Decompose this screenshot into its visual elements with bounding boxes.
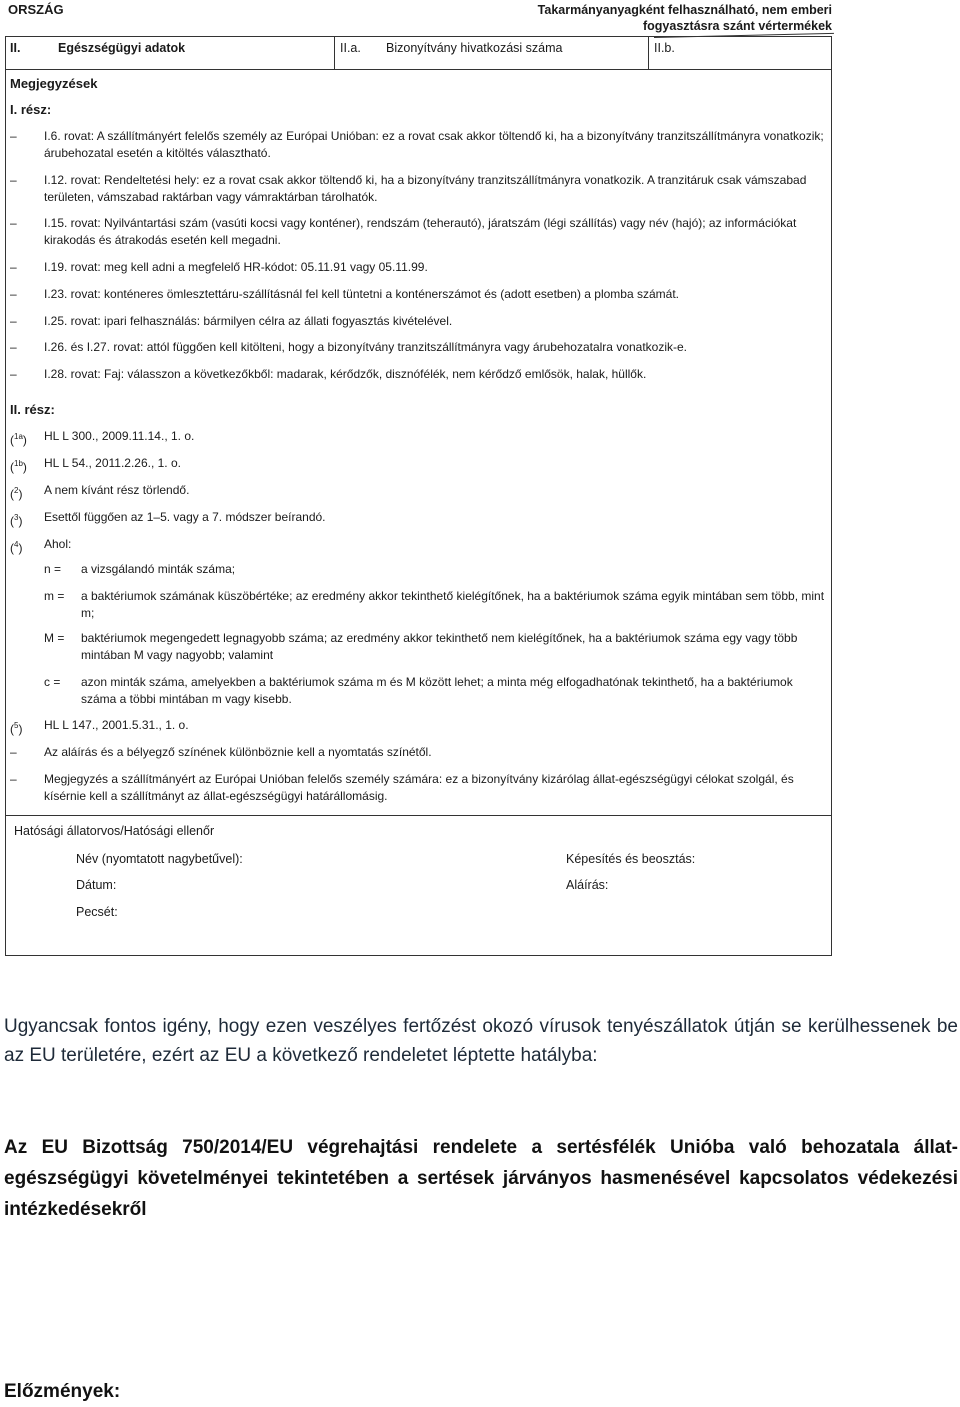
note-text: I.12. rovat: Rendeltetési hely: ez a rovat csak akkor töltendő ki, ha a bizonyítvány tranzitszállítmányra vonatkozik. A tranzitáruk csak vámszabad területen, vámszabad raktárban vagy vámraktárban tárolhatók. xyxy=(44,173,807,204)
note-marker xyxy=(10,717,40,738)
marker-close: ) xyxy=(18,487,23,501)
footnote-number: 3 xyxy=(14,513,19,522)
note-marker xyxy=(10,428,40,449)
footnote-number: 5 xyxy=(14,721,19,730)
regulation-title: Az EU Bizottság 750/2014/EU végrehajtási rendelete a sertésfélék Unióba való behozatala állat-egészségügyi követelményei tekintetében a sertések járványos hasmenésével kapcsolatos védekezési intézkedésekről xyxy=(4,1137,958,1220)
intro-paragraph: Ugyancsak fontos igény, hogy ezen veszélyes fertőzést okozó vírusok tenyészállatok útján se kerülhessenek be az EU területére, ezért az EU a következő rendeletet léptette hatályba: xyxy=(4,1016,958,1066)
header-divider xyxy=(334,37,335,69)
section-title: Egészségügyi adatok xyxy=(58,41,186,55)
note-text: Esettől függően az 1–5. vagy a 7. módszer beírandó. xyxy=(44,510,326,524)
reference-label: Bizonyítvány hivatkozási száma xyxy=(386,41,563,55)
note-marker: – xyxy=(10,367,17,381)
marker-open: ( xyxy=(10,433,14,447)
note-text: I.6. rovat: A szállítmányért felelős személy az Európai Unióban: ez a rovat csak akkor töltendő ki, ha a bizonyítvány tranzitszállítmányra vonatkozik; árubehozatal esetén a kitöltés választható. xyxy=(44,129,824,160)
marker-close: ) xyxy=(18,541,23,555)
marker-close: ) xyxy=(18,514,23,528)
notes-title: Megjegyzések xyxy=(10,76,98,91)
header-divider xyxy=(648,37,649,69)
purpose-title xyxy=(412,2,832,34)
name-label: Név (nyomtatott nagybetűvel): xyxy=(76,852,243,866)
note-text: I.15. rovat: Nyilvántartási szám (vasúti kocsi vagy konténer), rendszám (teherautó), járatszám (légi szállítás) vagy név (hajó); az információkat kirakodás és átrakodás esetén kell megadni. xyxy=(44,216,797,247)
note-text: I.26. és I.27. rovat: attól függően kell kitölteni, hogy a bizonyítvány tranzitszállítmányra vagy árubehozatalra vonatkozik-e. xyxy=(44,340,688,354)
qualification-label: Képesítés és beosztás: xyxy=(566,852,696,866)
note-text: I.28. rovat: Faj: válasszon a következőkből: madarak, kérődzők, disznófélék, nem kérődző emlősök, halak, hüllők. xyxy=(44,367,647,381)
signature-label: Aláírás: xyxy=(566,878,609,892)
part1-title: I. rész: xyxy=(10,102,52,117)
footnote-number: 1a xyxy=(14,432,23,441)
definition-text: a vizsgálandó minták száma; xyxy=(81,562,236,576)
definition-symbol: n = xyxy=(44,562,62,576)
note-text: HL L 147., 2001.5.31., 1. o. xyxy=(44,718,189,732)
reference-b: II.b. xyxy=(654,41,675,55)
purpose-line-1: Takarmányanyagként felhasználható, nem emberi xyxy=(537,3,832,17)
note-marker xyxy=(10,455,40,476)
marker-open: ( xyxy=(10,541,14,555)
definition-text: baktériumok megengedett legnagyobb száma; az eredmény akkor tekinthető nem kielégítőnek, ha a baktériumok száma egy vagy több mintában M vagy nagyobb; valamint xyxy=(81,631,798,662)
note-marker xyxy=(10,509,40,530)
definition-text: a baktériumok számának küszöbértéke; az eredmény akkor tekinthető kielégítőnek, ha a baktériumok száma egyik mintában sem több, mint m; xyxy=(81,589,825,620)
marker-open: ( xyxy=(10,460,14,474)
note-text: I.19. rovat: meg kell adni a megfelelő HR-kódot: 05.11.91 vagy 05.11.99. xyxy=(44,260,428,274)
section-heading: Előzmények: xyxy=(4,1381,121,1402)
definition-symbol: m = xyxy=(44,589,65,603)
note-marker xyxy=(10,482,40,503)
marker-close: ) xyxy=(18,722,23,736)
note-text: Az aláírás és a bélyegző színének különböznie kell a nyomtatás színétől. xyxy=(44,745,432,759)
marker-open: ( xyxy=(10,514,14,528)
reference-number: II.a. xyxy=(340,41,361,55)
definition-text: azon minták száma, amelyekben a baktériumok száma m és M között lehet; a minta még elfogadhatónak tekinthető, ha a baktériumok száma a többi mintában m vagy kisebb. xyxy=(81,675,793,706)
footnote-number: 1b xyxy=(14,459,23,468)
section-number: II. xyxy=(10,41,21,55)
part2-title: II. rész: xyxy=(10,402,55,417)
note-text: I.25. rovat: ipari felhasználás: bármilyen célra az állati fogyasztás kivételével. xyxy=(44,314,453,328)
footnote-number: 2 xyxy=(14,486,19,495)
date-label: Dátum: xyxy=(76,878,117,892)
note-marker: – xyxy=(10,772,17,786)
note-marker xyxy=(10,536,40,557)
marker-open: ( xyxy=(10,722,14,736)
note-marker: – xyxy=(10,314,17,328)
note-text: HL L 300., 2009.11.14., 1. o. xyxy=(44,429,195,443)
signature-divider xyxy=(5,815,832,816)
note-text: I.23. rovat: konténeres ömlesztettáru-szállításnál fel kell tüntetni a konténerszámot és (adott esetben) a plomba számát. xyxy=(44,287,679,301)
note-marker: – xyxy=(10,340,17,354)
note-text: Megjegyzés a szállítmányért az Európai Unióban felelős személy számára: ez a bizonyítvány kizárólag állat-egészségügyi célokat szolgál, és kísérnie kell a szállítmányt az állat-egészségügyi határállomásig. xyxy=(44,772,794,803)
note-marker: – xyxy=(10,260,17,274)
signature-title: Hatósági állatorvos/Hatósági ellenőr xyxy=(14,824,215,838)
note-marker: – xyxy=(10,745,17,759)
note-marker: – xyxy=(10,129,17,143)
note-marker: – xyxy=(10,216,17,230)
marker-close: ) xyxy=(22,460,27,474)
note-text: HL L 54., 2011.2.26., 1. o. xyxy=(44,456,181,470)
note-text: Ahol: xyxy=(44,537,72,551)
definition-symbol: M = xyxy=(44,631,65,645)
footnote-number: 4 xyxy=(14,540,19,549)
note-marker: – xyxy=(10,287,17,301)
purpose-line-2: fogyasztásra szánt vértermékek xyxy=(643,19,832,33)
marker-open: ( xyxy=(10,487,14,501)
note-text: A nem kívánt rész törlendő. xyxy=(44,483,190,497)
health-header-row xyxy=(5,36,832,70)
marker-close: ) xyxy=(22,433,27,447)
country-label: ORSZÁG xyxy=(8,2,64,17)
note-marker: – xyxy=(10,173,17,187)
definition-symbol: c = xyxy=(44,675,61,689)
stamp-label: Pecsét: xyxy=(76,905,118,919)
